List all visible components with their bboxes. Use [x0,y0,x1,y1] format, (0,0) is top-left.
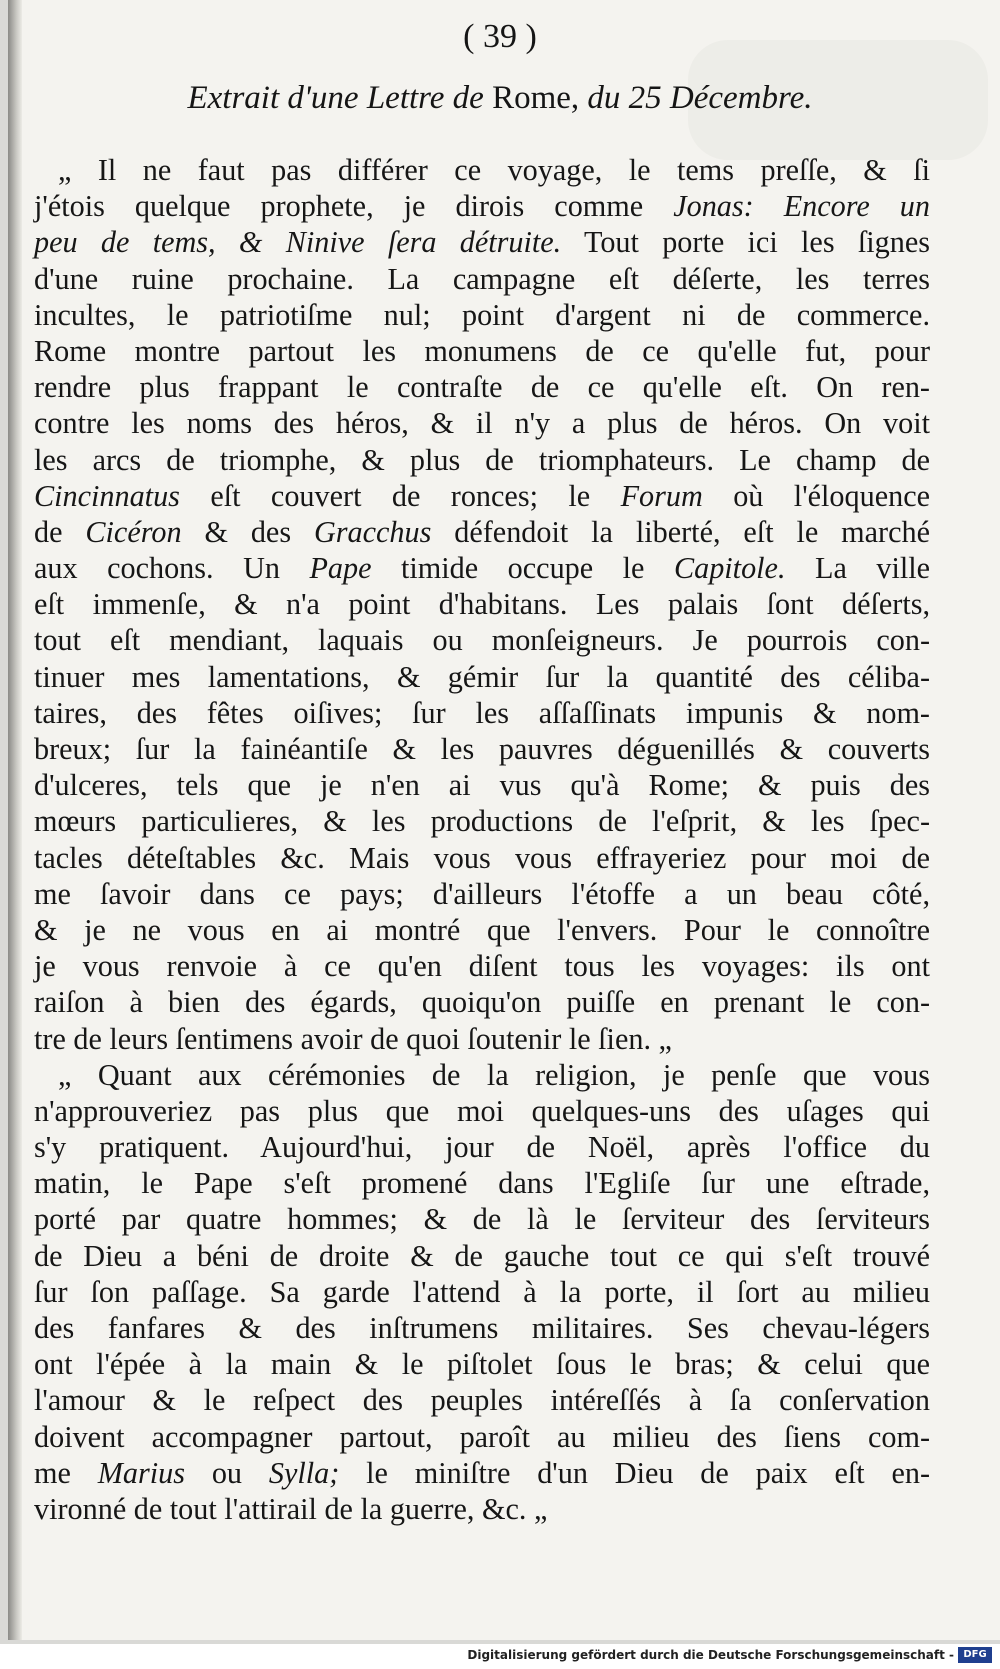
text-line [34,803,930,839]
text-segment: Tout porte ici les ſignes [583,225,930,260]
text-segment: tinuer mes lamentations, & gémir ſur la quantité des céliba- [34,659,930,694]
text-line [34,840,930,876]
italic-segment: Sylla; [268,1455,340,1490]
text-segment: taires, des fêtes oiſives; ſur les aſſaſſinats impunis & nom- [34,695,930,730]
text-line [34,333,930,369]
text-line [34,1129,930,1165]
text-line [34,1165,930,1201]
text-line [34,297,930,333]
text-line [34,478,930,514]
text-segment: l'amour & le reſpect des peuples intéreſſés à ſa conſervation [34,1383,930,1418]
text-line [34,188,930,224]
text-segment: La ville [815,551,931,586]
text-segment: incultes, le patriotiſme nul; point d'argent ni de commerce. [34,297,930,332]
text-line [34,948,930,984]
text-line [34,731,930,767]
page-number: ( 39 ) [463,18,537,55]
text-segment: tre de leurs ſentimens avoir de quoi ſoutenir le ſien. „ [34,1021,672,1056]
text-segment: tout eſt mendiant, laquais ou monſeigneurs. Je pourrois con- [34,623,930,658]
letter-body [34,152,930,1527]
text-segment: ſur ſon paſſage. Sa garde l'attend à la porte, il ſort au milieu [34,1274,930,1309]
text-line [34,405,930,441]
text-segment: tacles déteſtables &c. Mais vous vous effrayeriez pour moi de [34,840,930,875]
text-segment: je vous renvoie à ce qu'en diſent tous les voyages: ils ont [34,949,930,984]
heading-part-c: du 25 Décembre. [587,80,813,116]
text-segment: le miniſtre d'un Dieu de paix eſt en- [366,1455,931,1490]
text-segment: eſt immenſe, & n'a point d'habitans. Les palais ſont déſerts, [34,587,930,622]
text-line [34,442,930,478]
text-segment: de [34,514,63,549]
footer-bar [0,1644,1000,1669]
text-line [34,1310,930,1346]
text-segment: me ſavoir dans ce pays; d'ailleurs l'étoffe a un beau côté, [34,876,930,911]
dfg-logo: DFG [958,1647,992,1663]
italic-segment: Marius [97,1455,185,1490]
text-segment: d'une ruine prochaine. La campagne eſt déſerte, les terres [34,261,930,296]
text-line [34,152,930,188]
text-segment: de Dieu a béni de droite & de gauche tout ce qui s'eſt trouvé [34,1238,930,1273]
text-segment: porté par quatre hommes; & de là le ſerviteur des ſerviteurs [34,1202,930,1237]
text-line [34,912,930,948]
text-line [34,1021,930,1057]
text-segment: vironné de tout l'attirail de la guerre, &c. „ [34,1491,548,1526]
text-segment: les arcs de triomphe, & plus de triomphateurs. Le champ de [34,442,930,477]
text-line [34,1419,930,1455]
page-binding-edge [8,0,22,1640]
text-segment: rendre plus frappant le contraſte de ce qu'elle eſt. On ren- [34,370,930,405]
text-line [34,586,930,622]
text-segment: timide occupe le [401,551,645,586]
text-segment: matin, le Pape s'eſt promené dans l'Egliſe ſur une eſtrade, [34,1166,930,1201]
text-segment: des fanfares & des inſtrumens militaires. Ses chevau-légers [34,1311,930,1345]
text-line [34,1382,930,1418]
text-segment: „ Il ne faut pas différer ce voyage, le tems preſſe, & ſi [58,153,930,187]
text-segment: s'y pratiquent. Aujourd'hui, jour de Noël, après l'office du [34,1130,930,1165]
text-line [34,1201,930,1237]
text-line [34,984,930,1020]
text-segment: eſt couvert de ronces; le [210,478,591,513]
text-line [34,369,930,405]
italic-segment: Gracchus [313,514,432,549]
text-segment: n'approuveriez pas plus que moi quelques-uns des uſages qui [34,1093,930,1128]
text-line [34,622,930,658]
text-segment: défendoit la liberté, eſt le marché [454,514,930,549]
text-line [34,261,930,297]
text-segment: contre les noms des héros, & il n'y a plus de héros. On voit [34,406,930,441]
text-line [34,659,930,695]
italic-segment: Forum [620,478,703,513]
text-line [34,1274,930,1310]
text-segment: Rome montre partout les monumens de ce qu'elle fut, pour [34,333,930,368]
text-line [34,514,930,550]
text-segment: ou [211,1455,243,1490]
text-segment: j'étois quelque prophete, je dirois comme [34,189,644,224]
text-line [34,224,930,260]
text-segment: & des [204,514,292,549]
text-line [34,1491,930,1527]
text-segment: mœurs particulieres, & les productions de l'eſprit, & les ſpec- [34,804,930,839]
heading-part-a: Extrait d'une Lettre de [187,80,484,116]
footer-credit: Digitalisierung gefördert durch die Deutsche Forschungsgemeinschaft - [467,1648,954,1662]
text-segment: & je ne vous en ai montré que l'envers. Pour le connoître [34,912,930,947]
letter-heading [0,80,1000,117]
italic-segment: Capitole. [673,551,786,586]
text-line [34,695,930,731]
text-line [34,1455,930,1491]
text-segment: „ Quant aux cérémonies de la religion, je penſe que vous [58,1057,930,1092]
text-segment: ont l'épée à la main & le piſtolet ſous le bras; & celui que [34,1347,930,1382]
text-segment: aux cochons. Un [34,551,280,586]
text-segment: où l'éloquence [733,478,930,513]
text-line [34,876,930,912]
text-segment: doivent accompagner partout, paroît au milieu des ſiens com- [34,1419,930,1454]
text-line [34,1057,930,1093]
italic-segment: Cincinnatus [34,478,180,513]
text-line [34,1346,930,1382]
text-segment: me [34,1455,71,1490]
italic-segment: Jonas: Encore un [673,189,930,224]
text-line [34,550,930,586]
text-segment: breux; ſur la fainéantiſe & les pauvres déguenillés & couverts [34,732,930,766]
italic-segment: Pape [309,551,372,586]
text-line [34,1238,930,1274]
italic-segment: Cicéron [85,514,182,549]
text-line [34,1093,930,1129]
text-segment: d'ulceres, tels que je n'en ai vus qu'à Rome; & puis des [34,768,930,803]
text-line [34,767,930,803]
heading-part-b: Rome, [492,80,580,116]
text-segment: raiſon à bien des égards, quoiqu'on puiſſe en prenant le con- [34,985,930,1020]
italic-segment: peu de tems, & Ninive ſera détruite. [34,225,562,260]
